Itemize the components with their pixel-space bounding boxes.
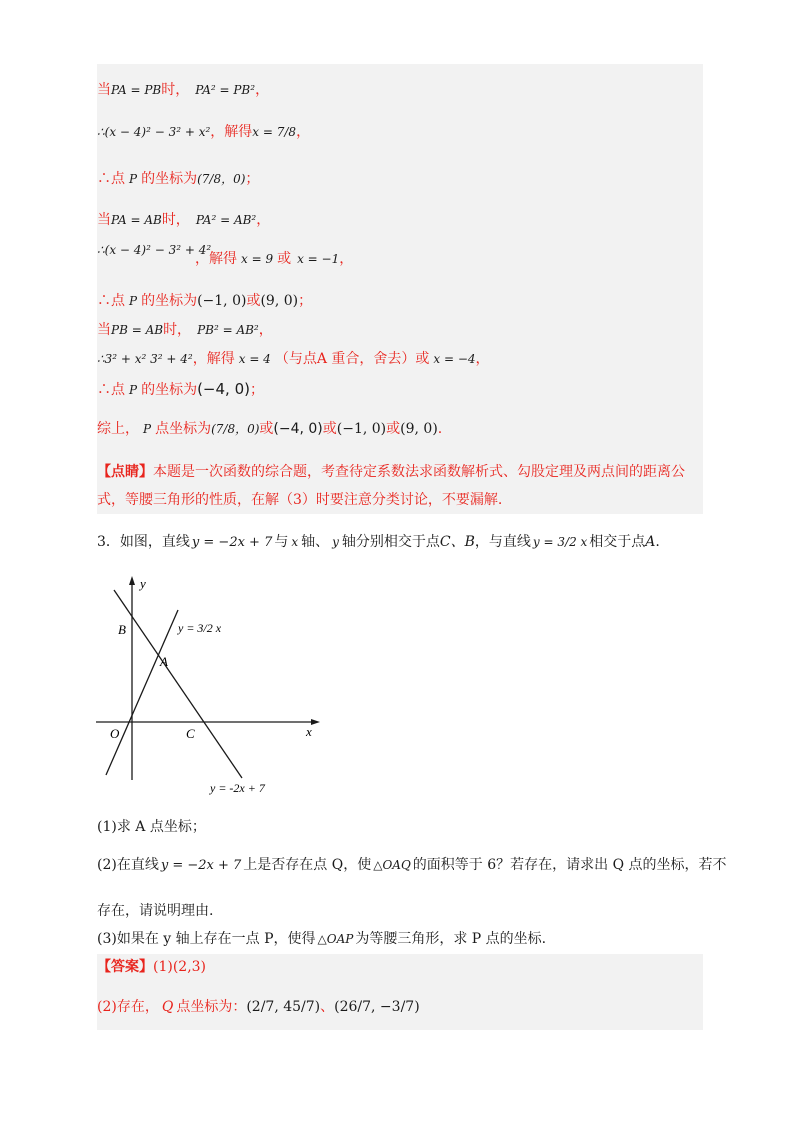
math: (−4, 0) [273,421,323,437]
text: 点坐标为： [176,999,247,1015]
math: PB = AB [111,323,164,337]
remark-tag: 【点睛】 [97,464,153,480]
remark [97,458,703,514]
math: (9, 0) [260,293,299,309]
solution-line-8 [97,350,490,368]
text: ， [255,82,270,98]
math: x = −4 [433,352,476,366]
solution-line-9 [97,380,264,399]
text: ， [258,322,273,338]
text: (1)求 A 点坐标； [97,819,206,835]
text: 或 [322,421,337,437]
coordinate-figure [90,570,330,802]
text: . [437,421,443,437]
text: 时， [163,322,192,338]
math: (−4, 0) [197,380,250,398]
text: 存在，请说明理由. [97,903,214,919]
text: 或 [386,421,401,437]
text: ，与直线 [474,534,531,550]
math: C、B [439,534,475,550]
math: PA² = AB² [195,213,257,227]
math: ∴3² + x² 3² + 4² [97,352,193,366]
solution-line-1 [97,81,269,99]
question-stem [97,533,660,552]
remark-text: 本题是一次函数的综合题，考查待定系数法求函数解析式、勾股定理及两点间的距离公式，等腰三角形的性质，在解（3）时要注意分类讨论，不要漏解. [97,464,685,508]
text: 如图，直线 [119,534,190,550]
math: △OAP [317,932,354,946]
text: 点坐标为 [155,421,212,437]
math: ∴(x − 4)² − 3² + 4² [97,243,212,257]
text: . [655,534,660,550]
label-line-3-2x: y = 3/2 x [178,621,222,635]
answer-line-1 [97,958,206,976]
text: ， [339,251,354,267]
text: ∴点 [97,293,125,309]
text: 或 [259,421,274,437]
math: y = 3/2 x [532,535,588,549]
text: 当 [97,82,111,98]
answer-line-2 [97,998,420,1016]
math: (2/7, 45/7) [246,999,321,1015]
solution-line-3 [97,170,259,188]
math: y [332,535,339,549]
math: x = 4 [238,352,271,366]
math: PB² = AB² [197,323,259,337]
sub-question-2 [97,856,727,875]
math: PA² = PB² [195,83,256,97]
label-o: O [110,726,120,741]
math: x = 9 [241,252,274,266]
math: P [129,383,138,397]
math: x = −1 [297,252,340,266]
math: P [143,422,152,436]
math: PA = PB [111,83,162,97]
solution-line-7 [97,321,273,339]
label-line-neg2x: y = -2x + 7 [210,781,265,795]
text: 的面积等于 6？若存在，请求出 Q 点的坐标，若不 [412,857,727,873]
text: ，解得 [192,351,235,367]
text: 综上， [97,421,139,437]
text: ，解得 [210,124,253,140]
math: P [129,294,138,308]
label-c: C [186,726,195,741]
math: (9, 0) [400,421,438,437]
math: (26/7, −3/7) [334,999,420,1015]
text: (2)在直线 [97,857,159,873]
text: ， [256,212,271,228]
text: 当 [97,212,111,228]
text: 或 [277,251,292,267]
text: ∴点 [97,171,125,187]
text: 轴分别相交于点 [341,534,440,550]
label-a: A [160,654,168,669]
math: x = 7/8 [252,125,297,139]
text: (2)存在， [97,999,159,1015]
sub-question-3 [97,930,546,948]
label-y: y [140,576,146,591]
math: P [129,172,138,186]
text: 的坐标为 [141,171,198,187]
text: 上是否存在点 Q，使 [243,857,372,873]
text: ， [296,124,311,140]
solution-line-5b [195,250,353,268]
text: ； [298,293,313,309]
text: 时， [161,212,190,228]
text: ； [245,171,260,187]
text: 或 [246,293,261,309]
text: 轴、 [301,534,330,550]
math: (7/8，0) [197,172,246,186]
solution-line-2 [97,123,310,141]
math: y = −2x + 7 [160,858,242,873]
math: y = −2x + 7 [191,535,273,550]
text: 当 [97,322,111,338]
text: ，解得 [195,251,237,267]
y-axis-arrow [129,576,135,585]
math: A [645,534,656,550]
math: △OAQ [373,858,411,872]
question-number: 3． [97,534,120,550]
text: （与点A 重合，舍去）或 [274,351,430,367]
label-b: B [118,622,126,637]
solution-line-10 [97,420,442,438]
solution-line-4 [97,211,270,229]
math: ∴(x − 4)² − 3² + x² [97,125,211,139]
text: 与 [274,534,289,550]
text: 为等腰三角形，求 P 点的坐标. [355,931,547,947]
text: 的坐标为 [141,293,198,309]
answer-tag: 【答案】 [97,959,153,975]
text: ； [249,382,264,398]
label-x: x [306,724,312,739]
solution-line-6 [97,292,312,310]
math: x [291,535,299,549]
text: 相交于点 [589,534,646,550]
line-y-eq-neg2x-plus-7 [114,590,242,778]
text: 时， [161,82,190,98]
text: (3)如果在 y 轴上存在一点 P，使得 [97,931,316,947]
text: 、 [320,999,335,1015]
math: (7/8，0) [211,422,260,436]
text: ∴点 [97,382,125,398]
sub-question-1 [97,818,206,836]
math: (−1, 0) [197,293,247,309]
text: (1)(2,3) [153,959,207,975]
math: Q [161,999,174,1015]
sub-question-2-cont [97,902,213,920]
math: (−1, 0) [336,421,387,437]
line-y-eq-3-2x [106,610,178,775]
text: 的坐标为 [141,382,198,398]
math: PA = AB [111,213,162,227]
text: ， [475,351,490,367]
x-axis-arrow [311,719,320,725]
